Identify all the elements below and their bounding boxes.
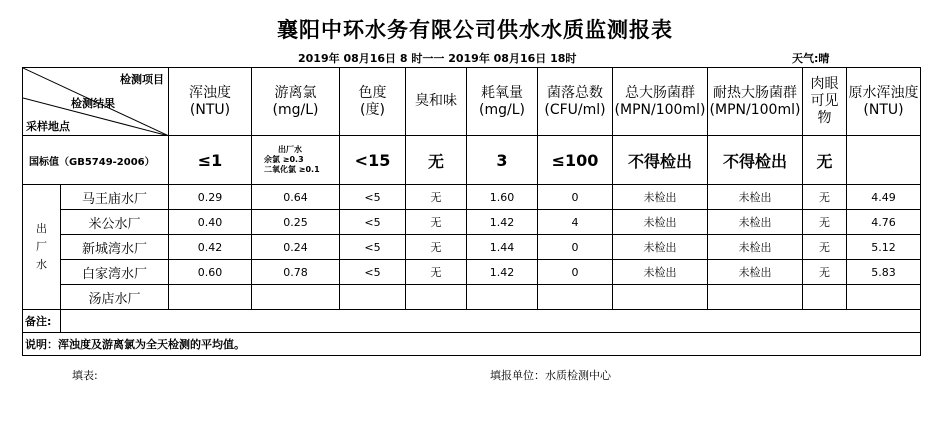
remarks-row bbox=[23, 310, 921, 333]
cell-oxygen: 1.42 bbox=[467, 210, 538, 235]
cell-coliform: 未检出 bbox=[613, 185, 708, 210]
cell-odor bbox=[406, 285, 467, 310]
plant-name: 白家湾水厂 bbox=[61, 260, 169, 285]
weather-label: 天气:晴 bbox=[792, 52, 830, 65]
cell-turbidity bbox=[169, 285, 252, 310]
std-raw-turbidity bbox=[847, 136, 921, 185]
std-oxygen: 3 bbox=[467, 136, 538, 185]
cell-color: <5 bbox=[340, 260, 406, 285]
diag-item-label: 检测项目 bbox=[120, 73, 164, 86]
diag-result-label: 检测结果 bbox=[71, 97, 115, 110]
plant-name: 新城湾水厂 bbox=[61, 235, 169, 260]
std-coliform: 不得检出 bbox=[613, 136, 708, 185]
cell-chlorine: 0.25 bbox=[252, 210, 340, 235]
report-period: 2019年 08月16日 8 时一一 2019年 08月16日 18时 bbox=[298, 52, 577, 65]
col-thermo-coliform: 耐热大肠菌群 (MPN/100ml) bbox=[708, 68, 803, 136]
cell-odor: 无 bbox=[406, 260, 467, 285]
diag-site-label: 采样地点 bbox=[26, 120, 70, 133]
remarks-content bbox=[61, 310, 921, 333]
table-row bbox=[23, 260, 921, 285]
cell-oxygen bbox=[467, 285, 538, 310]
cell-coliform: 未检出 bbox=[613, 235, 708, 260]
plant-name: 米公水厂 bbox=[61, 210, 169, 235]
table-row bbox=[23, 235, 921, 260]
cell-chlorine: 0.24 bbox=[252, 235, 340, 260]
cell-chlorine: 0.78 bbox=[252, 260, 340, 285]
cell-turbidity: 0.40 bbox=[169, 210, 252, 235]
col-visible: 肉眼 可见 物 bbox=[803, 68, 847, 136]
cell-colonies: 0 bbox=[538, 260, 613, 285]
cell-visible bbox=[803, 285, 847, 310]
cell-raw-turbidity: 4.49 bbox=[847, 185, 921, 210]
col-color: 色度 (度) bbox=[340, 68, 406, 136]
cell-oxygen: 1.44 bbox=[467, 235, 538, 260]
diagonal-header-cell bbox=[23, 68, 169, 136]
cell-visible: 无 bbox=[803, 235, 847, 260]
cell-color bbox=[340, 285, 406, 310]
cell-chlorine bbox=[252, 285, 340, 310]
col-raw-turbidity: 原水浑浊度 (NTU) bbox=[847, 68, 921, 136]
cell-turbidity: 0.60 bbox=[169, 260, 252, 285]
std-chlorine: 出厂水 余氯 ≥0.3 二氧化氯 ≥0.1 bbox=[252, 136, 340, 185]
table-row bbox=[23, 185, 921, 210]
cell-raw-turbidity: 4.76 bbox=[847, 210, 921, 235]
note-text: 说明：浑浊度及游离氯为全天检测的平均值。 bbox=[23, 333, 921, 356]
std-colonies: ≤100 bbox=[538, 136, 613, 185]
cell-visible: 无 bbox=[803, 260, 847, 285]
note-row bbox=[23, 333, 921, 356]
cell-thermo-coliform: 未检出 bbox=[708, 210, 803, 235]
header-row bbox=[23, 68, 921, 136]
quality-table bbox=[22, 67, 921, 356]
cell-oxygen: 1.60 bbox=[467, 185, 538, 210]
std-visible: 无 bbox=[803, 136, 847, 185]
std-odor: 无 bbox=[406, 136, 467, 185]
cell-raw-turbidity: 5.12 bbox=[847, 235, 921, 260]
report-title: 襄阳中环水务有限公司供水水质监测报表 bbox=[277, 18, 673, 42]
standard-row bbox=[23, 136, 921, 185]
std-color: <15 bbox=[340, 136, 406, 185]
plant-name: 汤店水厂 bbox=[61, 285, 169, 310]
cell-coliform: 未检出 bbox=[613, 210, 708, 235]
cell-chlorine: 0.64 bbox=[252, 185, 340, 210]
cell-colonies: 4 bbox=[538, 210, 613, 235]
cell-oxygen: 1.42 bbox=[467, 260, 538, 285]
cell-odor: 无 bbox=[406, 235, 467, 260]
col-chlorine: 游离氯 (mg/L) bbox=[252, 68, 340, 136]
cell-visible: 无 bbox=[803, 210, 847, 235]
std-turbidity: ≤1 bbox=[169, 136, 252, 185]
cell-colonies: 0 bbox=[538, 185, 613, 210]
col-oxygen: 耗氧量 (mg/L) bbox=[467, 68, 538, 136]
cell-thermo-coliform: 未检出 bbox=[708, 260, 803, 285]
remarks-label: 备注: bbox=[23, 310, 61, 333]
table-row bbox=[23, 210, 921, 235]
report-unit: 填报单位：水质检测中心 bbox=[490, 369, 611, 382]
table-row bbox=[23, 285, 921, 310]
filler-label: 填表: bbox=[72, 369, 98, 382]
cell-turbidity: 0.42 bbox=[169, 235, 252, 260]
col-turbidity: 浑浊度 (NTU) bbox=[169, 68, 252, 136]
col-coliform: 总大肠菌群 (MPN/100ml) bbox=[613, 68, 708, 136]
cell-turbidity: 0.29 bbox=[169, 185, 252, 210]
standard-label: 国标值（GB5749-2006） bbox=[23, 136, 169, 185]
cell-color: <5 bbox=[340, 235, 406, 260]
group-label: 出 厂 水 bbox=[23, 185, 61, 310]
cell-raw-turbidity bbox=[847, 285, 921, 310]
cell-colonies: 0 bbox=[538, 235, 613, 260]
cell-color: <5 bbox=[340, 210, 406, 235]
cell-odor: 无 bbox=[406, 210, 467, 235]
cell-raw-turbidity: 5.83 bbox=[847, 260, 921, 285]
cell-thermo-coliform: 未检出 bbox=[708, 235, 803, 260]
cell-thermo-coliform bbox=[708, 285, 803, 310]
col-colonies: 菌落总数 (CFU/ml) bbox=[538, 68, 613, 136]
cell-thermo-coliform: 未检出 bbox=[708, 185, 803, 210]
std-thermo-coliform: 不得检出 bbox=[708, 136, 803, 185]
cell-coliform: 未检出 bbox=[613, 260, 708, 285]
cell-visible: 无 bbox=[803, 185, 847, 210]
cell-coliform bbox=[613, 285, 708, 310]
cell-odor: 无 bbox=[406, 185, 467, 210]
col-odor: 臭和味 bbox=[406, 68, 467, 136]
cell-color: <5 bbox=[340, 185, 406, 210]
plant-name: 马王庙水厂 bbox=[61, 185, 169, 210]
cell-colonies bbox=[538, 285, 613, 310]
